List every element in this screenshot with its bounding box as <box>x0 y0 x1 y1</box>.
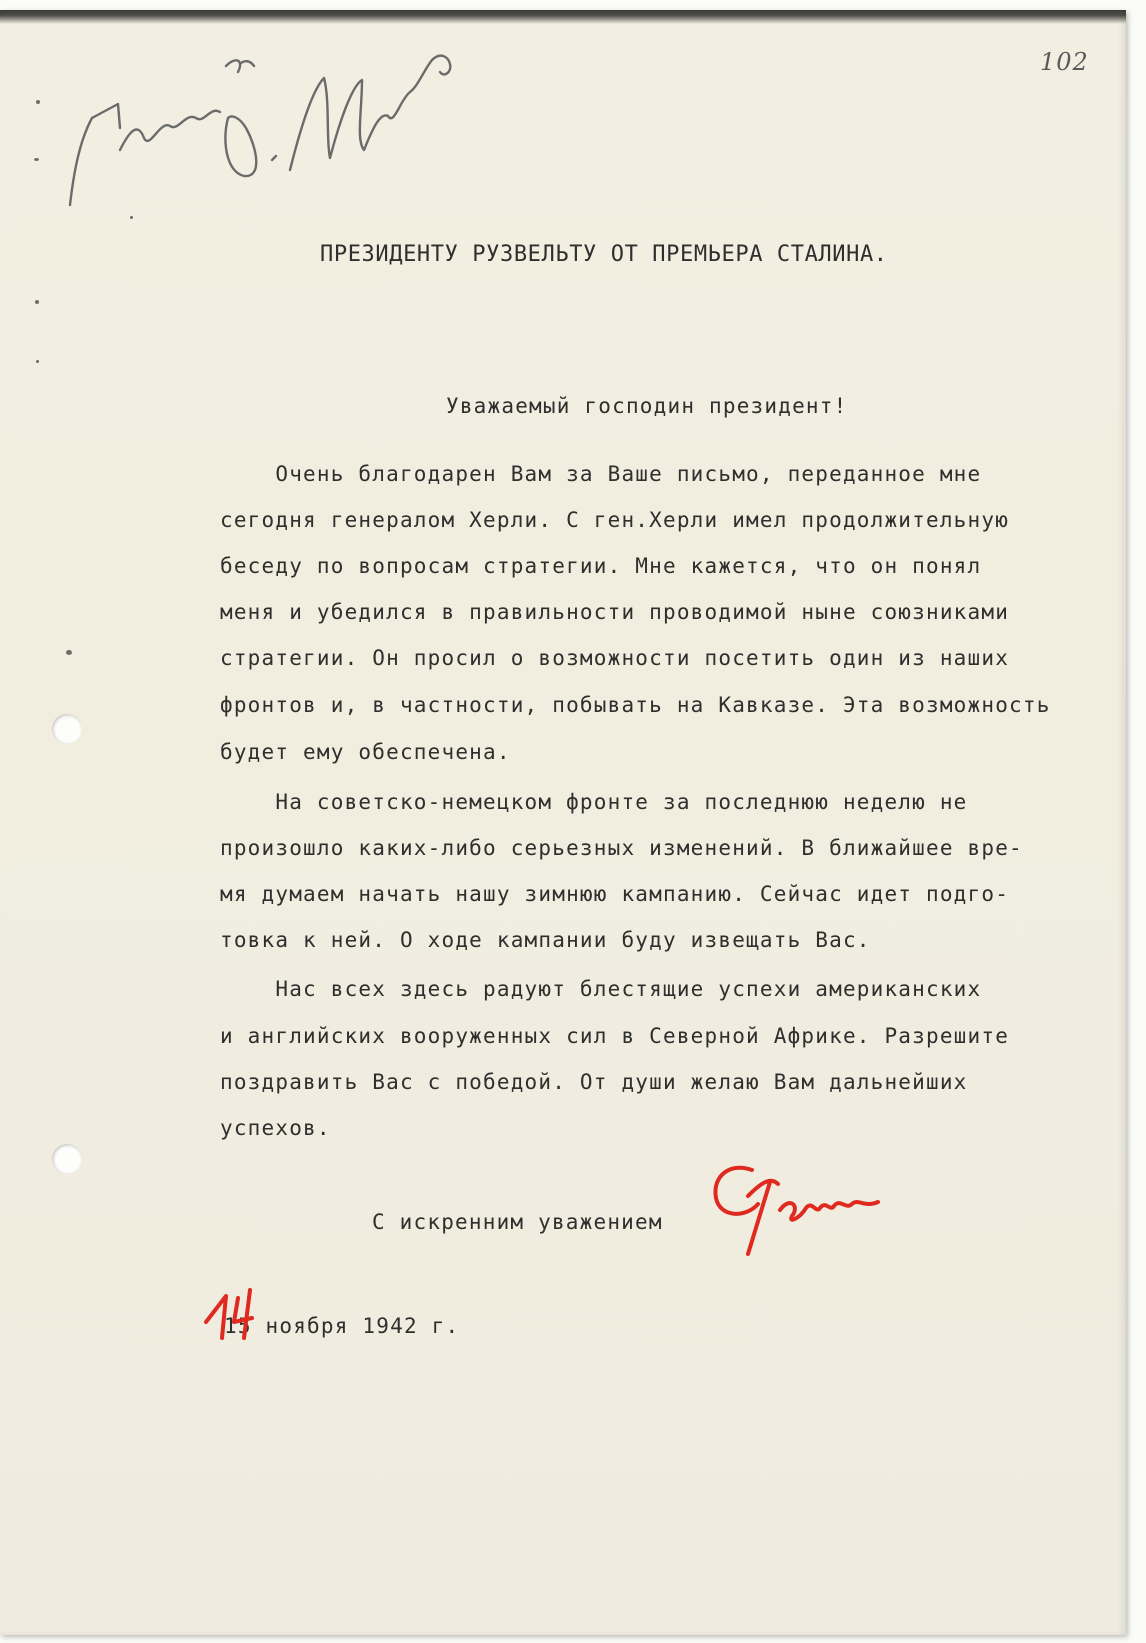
body-line: произошло каких-либо серьезных изменений. В ближайшее вре- <box>220 836 1023 860</box>
date-line: 15 ноября 1942 г. <box>224 1314 460 1338</box>
punch-hole <box>52 1144 82 1174</box>
body-line: мя думаем начать нашу зимнюю кампанию. Сейчас идет подго- <box>220 882 1010 906</box>
paper-page <box>0 10 1126 1635</box>
body-line: успехов. <box>220 1116 331 1140</box>
margin-speck <box>34 158 39 161</box>
margin-speck <box>130 216 133 219</box>
top-edge-shadow <box>0 10 1126 24</box>
margin-speck <box>36 100 40 104</box>
body-line: На советско-немецком фронте за последнюю неделю не <box>220 790 968 814</box>
document-title: ПРЕЗИДЕНТУ РУЗВЕЛЬТУ ОТ ПРЕМЬЕРА СТАЛИНА. <box>320 242 888 267</box>
body-line: стратегии. Он просил о возможности посетить один из наших <box>220 646 1010 670</box>
margin-speck <box>66 650 72 655</box>
body-line: Нас всех здесь радуют блестящие успехи американских <box>220 977 982 1001</box>
punch-hole <box>52 714 82 744</box>
body-line: меня и убедился в правильности проводимой ныне союзниками <box>220 600 1010 624</box>
page-number: 102 <box>1040 48 1089 76</box>
body-line: Очень благодарен Вам за Ваше письмо, переданное мне <box>220 462 982 486</box>
salutation: Уважаемый господин президент! <box>446 394 848 418</box>
body-line: фронтов и, в частности, побывать на Кавказе. Эта возможность <box>220 693 1051 717</box>
body-line: беседу по вопросам стратегии. Мне кажется, что он понял <box>220 554 982 578</box>
margin-speck <box>35 300 39 304</box>
margin-speck <box>36 360 39 363</box>
body-line: и английских вооруженных сил в Северной Африке. Разрешите <box>220 1024 1010 1048</box>
body-line: поздравить Вас с победой. От души желаю Вам дальнейших <box>220 1070 968 1094</box>
body-line: товка к ней. О ходе кампании буду извещать Вас. <box>220 928 871 952</box>
body-line: сегодня генералом Херли. С ген.Херли имел продолжительную <box>220 508 1010 532</box>
body-line: будет ему обеспечена. <box>220 740 511 764</box>
closing-line: С искренним уважением <box>372 1210 663 1234</box>
